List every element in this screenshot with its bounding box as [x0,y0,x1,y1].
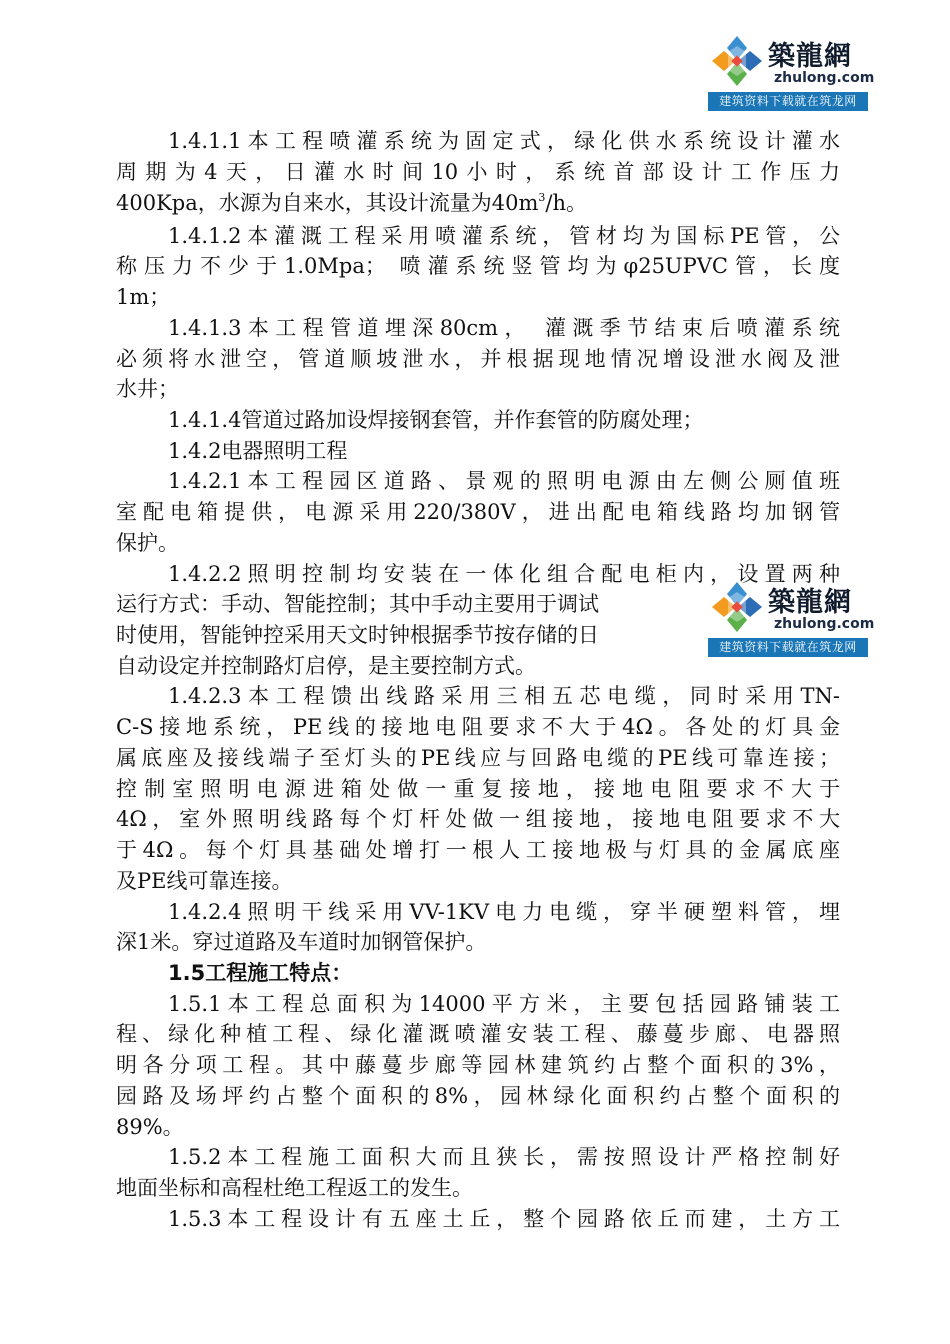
paragraph-line: 室配电箱提供，电源采用220/380V，进出配电箱线路均加钢管 [116,500,840,524]
paragraph-line: 地面坐标和高程杜绝工程返工的发生。 [116,1176,473,1200]
paragraph-line: 必须将水泄空，管道顺坡泄水，并根据现地情况增设泄水阀及泄 [116,347,840,371]
logo-slogan: 建筑资料下载就在筑龙网 [708,638,868,657]
paragraph-line: 园路及场坪约占整个面积的8%，园林绿化面积约占整个面积的 [116,1084,840,1108]
paragraph-line: 运行方式：手动、智能控制；其中手动主要用于调试 [116,592,599,616]
paragraph-line: 自动设定并控制路灯启停，是主要控制方式。 [116,654,536,678]
flow-unit-tail: /h。 [545,191,587,215]
paragraph-line: 1.5.1本工程总面积为14000平方米，主要包括园路铺装工 [168,992,840,1016]
paragraph-line: 称压力不少于1.0Mpa； 喷灌系统竖管均为φ25UPVC管，长度 [116,254,840,278]
paragraph-line: 1.4.1.3本工程管道埋深80cm， 灌溉季节结束后喷灌系统 [168,316,840,340]
paragraph-line: 及PE线可靠连接。 [116,869,293,893]
paragraph-line: 程、绿化种植工程、绿化灌溉喷灌安装工程、藤蔓步廊、电器照 [116,1022,840,1046]
paragraph-line: 1m； [116,285,171,309]
flow-text: 400Kpa，水源为自来水，其设计流量为40m [116,191,539,215]
paragraph-line: 时使用，智能钟控采用天文时钟根据季节按存储的日 [116,623,599,647]
paragraph-line: 4Ω，室外照明线路每个灯杆处做一组接地，接地电阻要求不大 [116,807,840,831]
section-heading: 1.4.2电器照明工程 [168,439,348,463]
paragraph-line: 1.4.2.2照明控制均安装在一体化组合配电柜内，设置两种 [168,562,840,586]
paragraph-line: 控制室照明电源进箱处做一重复接地，接地电阻要求不大于 [116,777,840,801]
logo-brand-en: zhulong.com [774,616,875,632]
paragraph-line: C-S接地系统，PE线的接地电阻要求不大于4Ω。各处的灯具金 [116,715,840,739]
paragraph-line: 89%。 [116,1115,184,1139]
zhulong-logo-top [708,32,875,112]
paragraph-line: 1.4.2.3本工程馈出线路采用三相五芯电缆，同时采用TN- [168,684,840,708]
paragraph-line [116,188,840,218]
paragraph-line: 1.5.3本工程设计有五座土丘，整个园路依丘而建，土方工 [168,1207,840,1231]
diamond-logo-icon [710,34,764,88]
paragraph-line: 1.4.2.1本工程园区道路、景观的照明电源由左侧公厕值班 [168,469,840,493]
paragraph-line: 1.4.1.2本灌溉工程采用喷灌系统，管材均为国标PE管，公 [168,224,840,248]
logo-slogan: 建筑资料下载就在筑龙网 [708,92,868,111]
section-heading: 1.5工程施工特点： [168,961,353,985]
paragraph-line: 1.5.2本工程施工面积大而且狭长，需按照设计严格控制好 [168,1145,840,1169]
paragraph-line: 1.4.1.4管道过路加设焊接钢套管，并作套管的防腐处理； [168,408,704,432]
paragraph-line: 周期为4天，日灌水时间10小时，系统首部设计工作压力 [116,160,840,184]
logo-brand-cn: 築龍網 [768,587,852,618]
paragraph-line: 明各分项工程。其中藤蔓步廊等园林建筑约占整个面积的3%， [116,1053,841,1077]
paragraph-line: 1.4.2.4照明干线采用VV-1KV电力电缆，穿半硬塑料管，埋 [168,900,840,924]
paragraph-line: 属底座及接线端子至灯头的PE线应与回路电缆的PE线可靠连接； [116,746,840,770]
logo-brand-cn: 築龍網 [768,41,852,72]
paragraph-line: 保护。 [116,531,179,555]
paragraph-line: 水井； [116,377,179,401]
logo-brand-en: zhulong.com [774,70,875,86]
paragraph-line: 深1米。穿过道路及车道时加钢管保护。 [116,930,487,954]
paragraph-line: 1.4.1.1本工程喷灌系统为固定式，绿化供水系统设计灌水 [168,129,840,153]
flow-unit-superscript: 3 [538,191,546,204]
paragraph-line: 于4Ω。每个灯具基础处增打一根人工接地极与灯具的金属底座 [116,838,840,862]
